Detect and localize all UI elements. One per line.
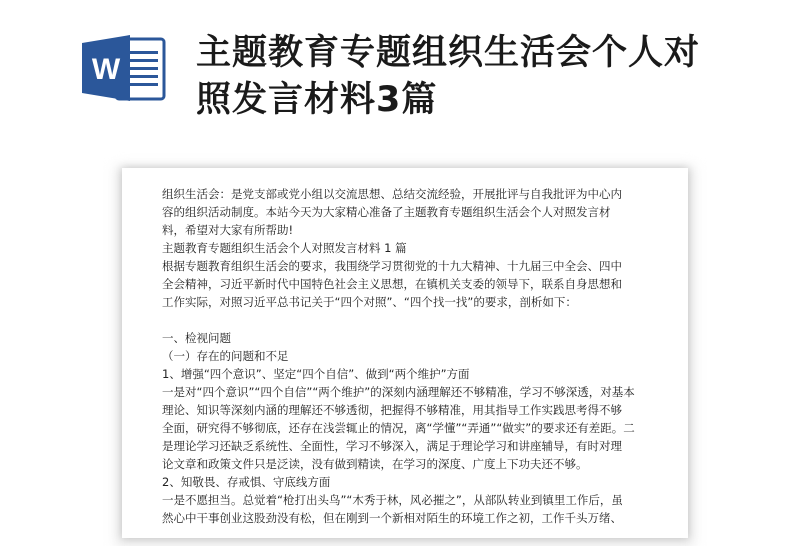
document-body bbox=[162, 185, 652, 527]
title-line-1: 主题教育专题组织生活会个人对 bbox=[196, 33, 701, 73]
header bbox=[0, 0, 800, 160]
body-line: 一是不愿担当。总觉着“枪打出头鸟”“木秀于林，风必摧之”，从部队转业到镇里工作后，虽 bbox=[162, 493, 623, 507]
title-line-2: 照发言材料3篇 bbox=[196, 80, 438, 120]
body-line: 主题教育专题组织生活会个人对照发言材料 1 篇 bbox=[162, 241, 407, 255]
body-line: 一、检视问题 bbox=[162, 331, 231, 345]
document-page bbox=[122, 168, 688, 538]
body-line: 2、知敬畏、存戒惧、守底线方面 bbox=[162, 475, 331, 489]
body-line: 然心中干事创业这股劲没有松，但在刚到一个新相对陌生的环境工作之初，工作千头万绪、 bbox=[162, 511, 622, 525]
body-line: 1、增强“四个意识”、坚定“四个自信”、做到“两个维护”方面 bbox=[162, 367, 470, 381]
body-line: （一）存在的问题和不足 bbox=[162, 349, 289, 363]
body-line: 工作实际，对照习近平总书记关于“四个对照”、“四个找一找”的要求，剖析如下： bbox=[162, 295, 577, 309]
document-title bbox=[196, 30, 776, 124]
word-icon-letter: W bbox=[91, 53, 121, 86]
body-line: 全会精神，习近平新时代中国特色社会主义思想，在镇机关支委的领导下，联系自身思想和 bbox=[162, 277, 622, 291]
body-line: 论文章和政策文件只是泛读，没有做到精读，在学习的深度、广度上下功夫还不够。 bbox=[162, 457, 588, 471]
body-line: 一是对“四个意识”“四个自信”“两个维护”的深刻内涵理解还不够精准，学习不够深透，对基本 bbox=[162, 385, 635, 399]
body-line: 是理论学习还缺乏系统性、全面性，学习不够深入，满足于理论学习和讲座辅导，有时对理 bbox=[162, 439, 622, 453]
blank-line bbox=[162, 311, 652, 329]
body-line: 料，希望对大家有所帮助! bbox=[162, 223, 294, 237]
word-icon bbox=[80, 33, 172, 103]
body-line: 组织生活会：是党支部或党小组以交流思想、总结交流经验，开展批评与自我批评为中心内 bbox=[162, 187, 622, 201]
body-line: 根据专题教育组织生活会的要求，我围绕学习贯彻党的十九大精神、十九届三中全会、四中 bbox=[162, 259, 622, 273]
body-line: 全面，研究得不够彻底，还存在浅尝辄止的情况，离“学懂”“弄通”“做实”的要求还有差距。二 bbox=[162, 421, 635, 435]
body-line: 容的组织活动制度。本站今天为大家精心准备了主题教育专题组织生活会个人对照发言材 bbox=[162, 205, 611, 219]
body-line: 理论、知识等深刻内涵的理解还不够透彻，把握得不够精准，用其指导工作实践思考得不够 bbox=[162, 403, 622, 417]
